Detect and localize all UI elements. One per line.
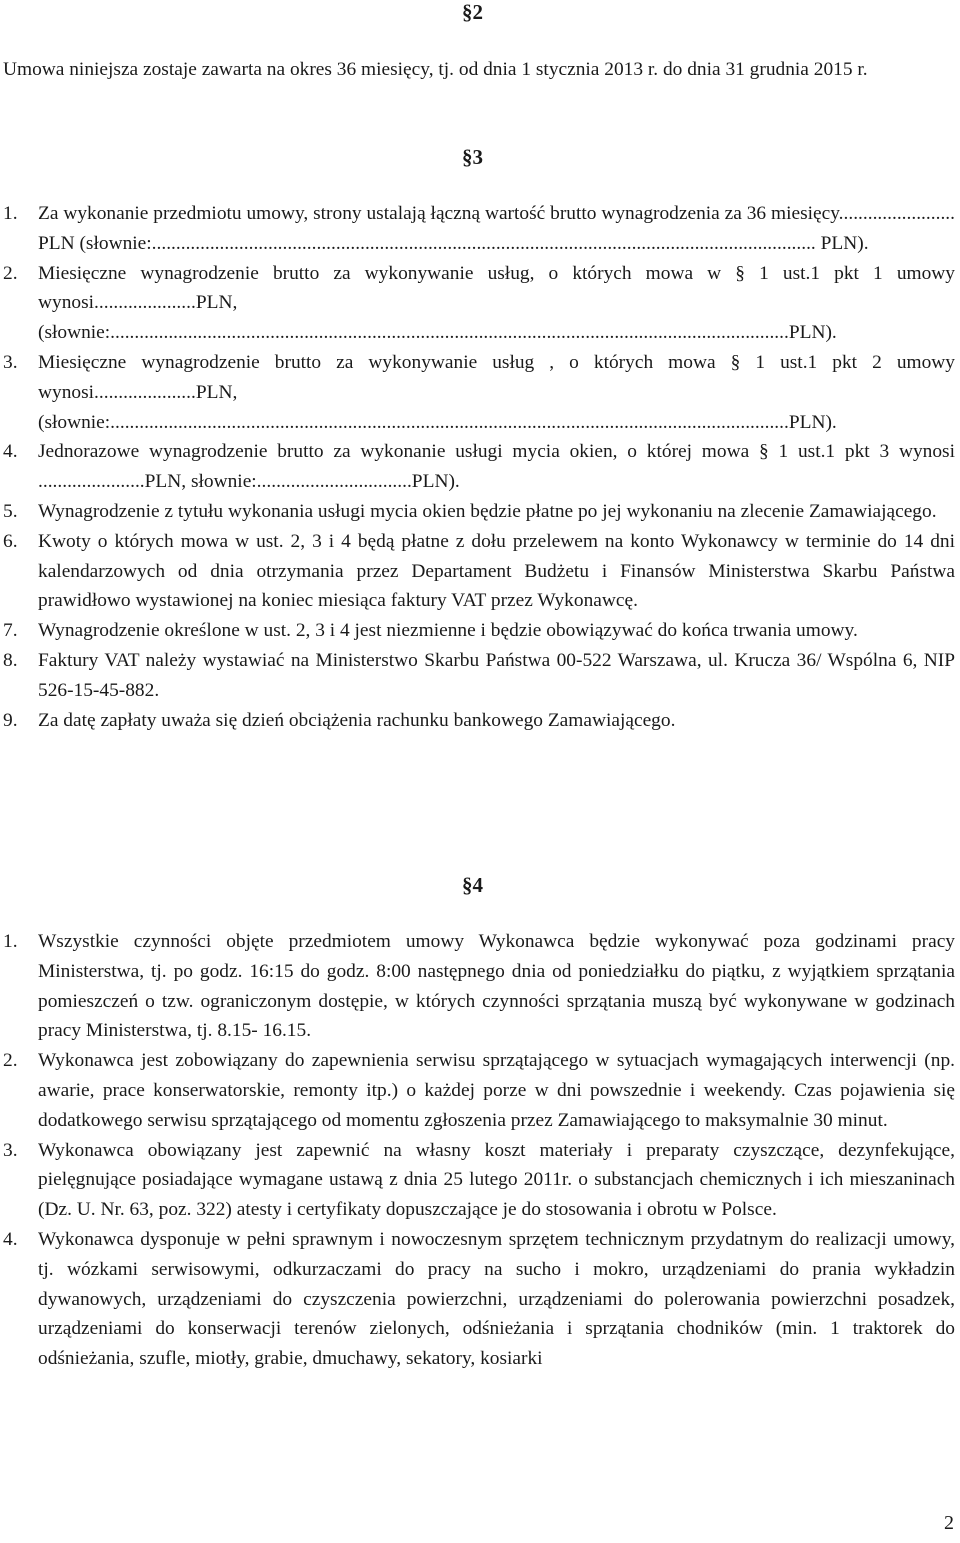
- section-2-paragraph: Umowa niniejsza zostaje zawarta na okres 36 miesięcy, tj. od dnia 1 stycznia 2013 r. do dnia 31 grudnia 2015 r.: [3, 59, 868, 80]
- section-3-item: [3, 646, 955, 706]
- section-3-list: [3, 199, 955, 735]
- page-number: 2: [944, 1512, 954, 1535]
- section-3-item: [3, 259, 955, 348]
- section-4-item: [3, 927, 955, 1046]
- item-text: Za datę zapłaty uważa się dzień obciążenia rachunku bankowego Zamawiającego.: [38, 709, 676, 731]
- section-3-item: [3, 348, 955, 437]
- item-number: 1.: [3, 203, 18, 224]
- item-text: Wykonawca dysponuje w pełni sprawnym i nowoczesnym sprzętem technicznym przydatnym do realizacji umowy, tj. wózkami serwisowymi, odkurzaczami do pracy na sucho i mokro, urządzeniami do prania wykładzin dywanowych, urządzeniami do czyszczenia powierzchni, urządzeniami do polerowania powierzchni posadzek, urządzeniami do konserwacji terenów zielonych, odśnieżania i sprzątania chodników (min. 1 traktorek do odśnieżania, szufle, miotły, grabie, dmuchawy, sekatory, kosiarki: [38, 1228, 955, 1370]
- section-3-item: [3, 527, 955, 616]
- section-3-item: [3, 199, 955, 259]
- section-3-item: [3, 706, 955, 736]
- section-3-item: [3, 437, 955, 497]
- item-number: 6.: [3, 530, 18, 552]
- item-number: 2.: [3, 1050, 18, 1072]
- item-number: 3.: [3, 1139, 18, 1161]
- section-3-item: [3, 497, 955, 527]
- item-number: 2.: [3, 262, 18, 284]
- item-text: Wykonawca jest zobowiązany do zapewnienia serwisu sprzątającego w sytuacjach wymagających interwencji (np. awarie, prace konserwatorskie, remonty itp.) o każdej porze w dni powszednie i weekendy. Czas pojawienia się dodatkowego serwisu sprzątającego od momentu zgłoszenia przez Zamawiającego to maksymalnie 30 minut.: [38, 1050, 955, 1131]
- item-number: 1.: [3, 931, 18, 952]
- section-4-item: [3, 1136, 955, 1225]
- section-heading-3: §3: [462, 145, 483, 169]
- section-4-item: [3, 1225, 955, 1374]
- item-text: Jednorazowe wynagrodzenie brutto za wykonanie usługi mycia okien, o której mowa § 1 ust.1 pkt 3 wynosi ......................PLN, słownie:................................PLN).: [38, 441, 955, 493]
- section-4-item: [3, 1046, 955, 1135]
- item-number: 3.: [3, 351, 18, 373]
- item-number: 4.: [3, 1228, 18, 1250]
- item-text: Miesięczne wynagrodzenie brutto za wykonywanie usług , o których mowa § 1 ust.1 pkt 2 umowy wynosi.....................PLN, (słownie:............................................................................................................................................PLN).: [38, 351, 955, 433]
- item-text: Za wykonanie przedmiotu umowy, strony ustalają łączną wartość brutto wynagrodzenia za 36 miesięcy........................ PLN (słownie:......................................................................................................................................... PLN).: [38, 203, 955, 254]
- item-number: 7.: [3, 620, 18, 642]
- section-heading-2: §2: [462, 0, 483, 24]
- item-number: 9.: [3, 709, 18, 731]
- item-text: Wykonawca obowiązany jest zapewnić na własny koszt materiały i preparaty czyszczące, dezynfekujące, pielęgnujące posiadające wymagane ustawą z dnia 25 lutego 2011r. o substancjach chemicznych i ich mieszaninach (Dz. U. Nr. 63, poz. 322) atesty i certyfikaty dopuszczające je do stosowania i obrotu w Polsce.: [38, 1139, 955, 1221]
- section-4-list: [3, 927, 955, 1374]
- section-3-item: [3, 616, 955, 646]
- item-text: Faktury VAT należy wystawiać na Ministerstwo Skarbu Państwa 00-522 Warszawa, ul. Krucza 36/ Wspólna 6, NIP 526-15-45-882.: [38, 649, 955, 701]
- item-number: 4.: [3, 441, 18, 463]
- item-text: Wynagrodzenie z tytułu wykonania usługi mycia okien będzie płatne po jej wykonaniu na zlecenie Zamawiającego.: [38, 500, 937, 522]
- item-text: Wynagrodzenie określone w ust. 2, 3 i 4 jest niezmienne i będzie obowiązywać do końca trwania umowy.: [38, 620, 858, 642]
- section-heading-4: §4: [462, 873, 483, 897]
- item-number: 8.: [3, 649, 18, 671]
- item-text: Kwoty o których mowa w ust. 2, 3 i 4 będą płatne z dołu przelewem na konto Wykonawcy w terminie do 14 dni kalendarzowych od dnia otrzymania przez Departament Budżetu i Finansów Ministerstwa Skarbu Państwa prawidłowo wystawionej na koniec miesiąca faktury VAT przez Wykonawcę.: [38, 530, 955, 612]
- item-text: Wszystkie czynności objęte przedmiotem umowy Wykonawca będzie wykonywać poza godzinami pracy Ministerstwa, tj. po godz. 16:15 do godz. 8:00 następnego dnia od poniedziałku do piątku, z wyjątkiem sprzątania pomieszczeń o tzw. ograniczonym dostępie, w których czynności sprzątania muszą być wykonywane w godzinach pracy Ministerstwa, tj. 8.15- 16.15.: [38, 931, 955, 1042]
- item-text: Miesięczne wynagrodzenie brutto za wykonywanie usług, o których mowa w § 1 ust.1 pkt 1 umowy wynosi.....................PLN, (słownie:............................................................................................................................................PLN).: [38, 262, 955, 344]
- item-number: 5.: [3, 500, 18, 522]
